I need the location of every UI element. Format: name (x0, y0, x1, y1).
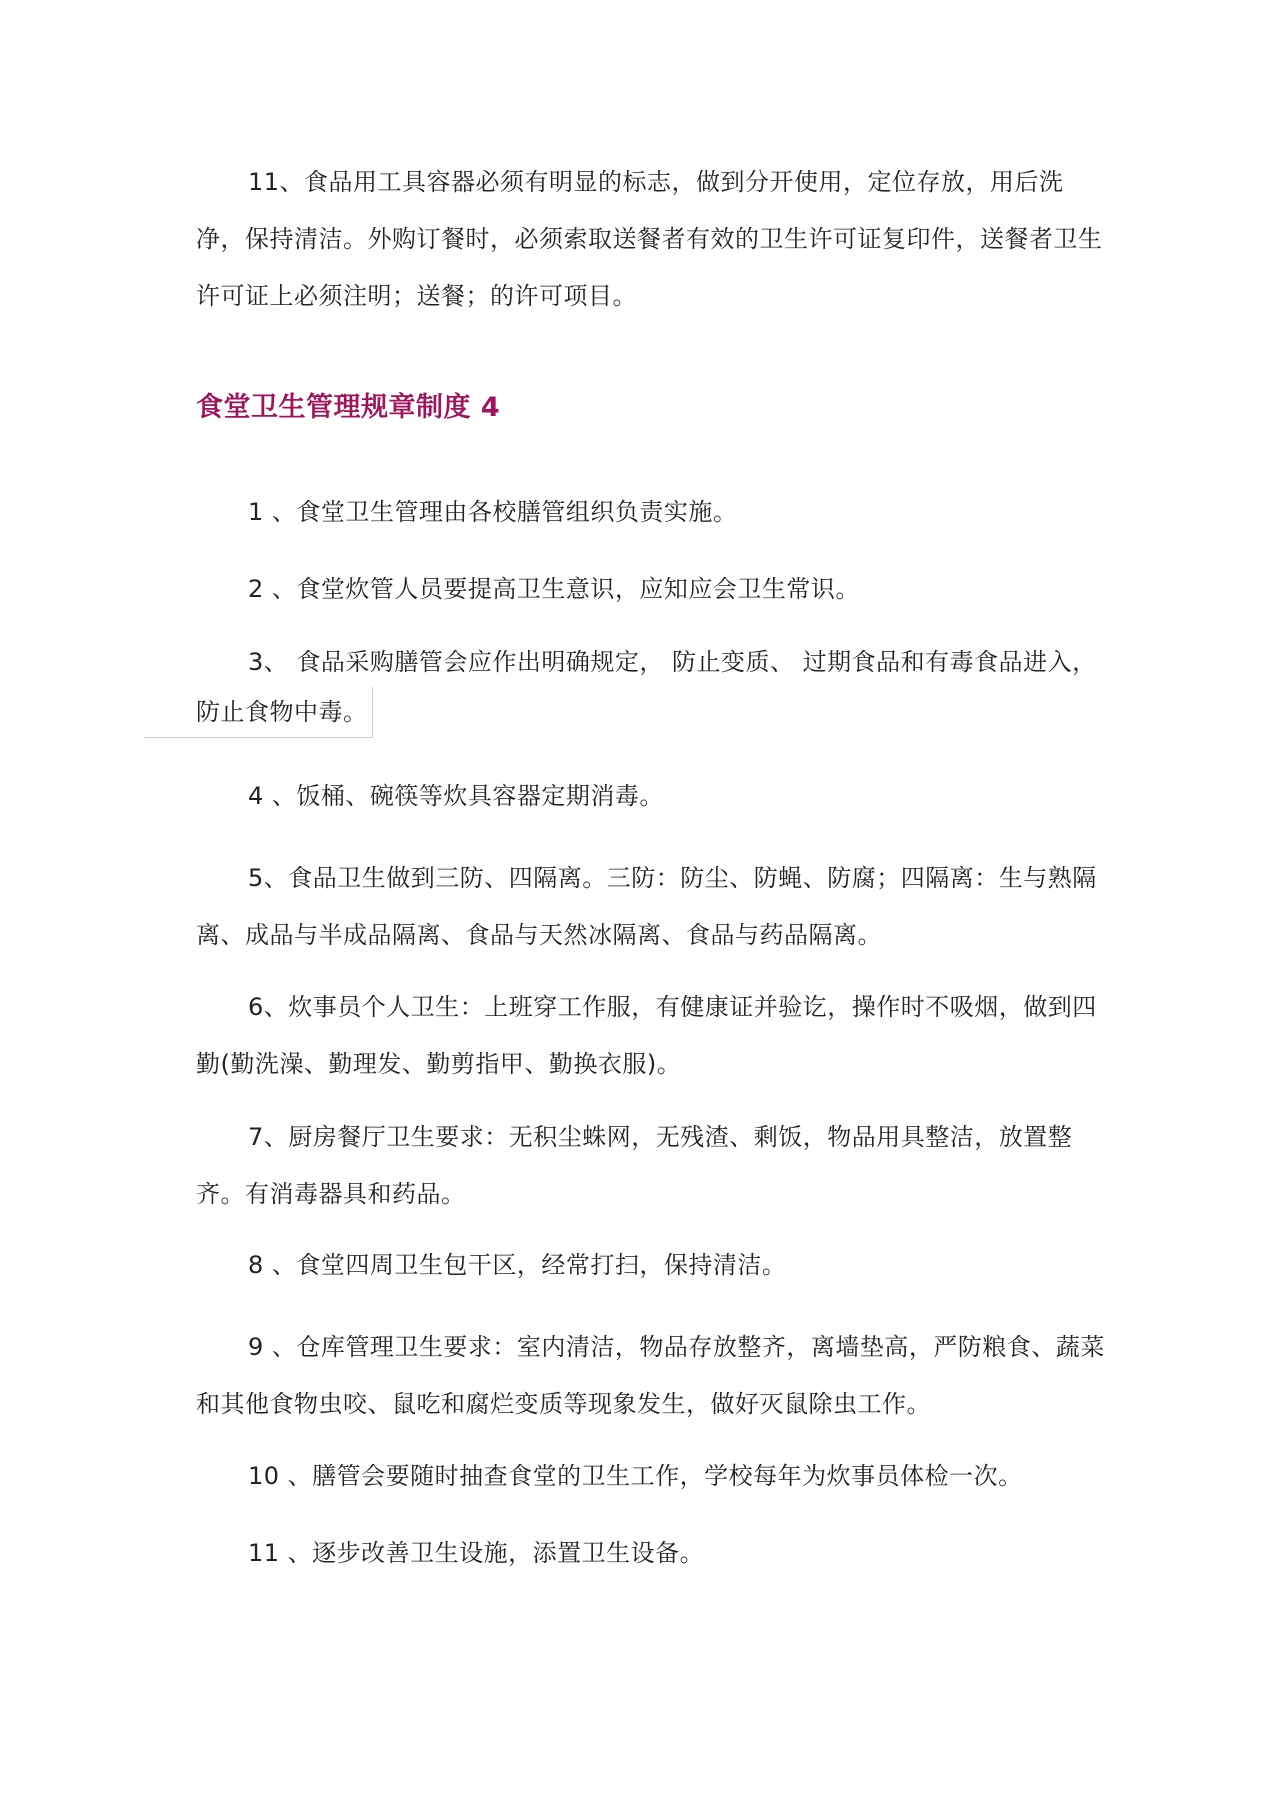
rule-3-line-2: 防止食物中毒。 (144, 687, 373, 738)
intro-paragraph: 11、食品用工具容器必须有明显的标志，做到分开使用，定位存放，用后洗净，保持清洁。外购订餐时，必须索取送餐者有效的卫生许可证复印件，送餐者卫生许可证上必须注明；送餐；的许可项目。 (196, 168, 1103, 310)
rule-11: 11 、逐步改善卫生设施，添置卫生设备。 (248, 1539, 705, 1567)
rule-3 (196, 637, 1106, 738)
rule-1: 1 、食堂卫生管理由各校膳管组织负责实施。 (248, 498, 738, 526)
rule-3-line-1: 3、 食品采购膳管会应作出明确规定， 防止变质、 过期食品和有毒食品进入， (248, 648, 1097, 676)
section-title: 食堂卫生管理规章制度 4 (196, 392, 501, 423)
rule-9: 9 、仓库管理卫生要求：室内清洁，物品存放整齐，离墙垫高，严防粮食、蔬菜和其他食物虫咬、鼠吃和腐烂变质等现象发生，做好灭鼠除虫工作。 (196, 1333, 1105, 1418)
rule-5: 5、食品卫生做到三防、四隔离。三防：防尘、防蝇、防腐；四隔离：生与熟隔离、成品与半成品隔离、食品与天然冰隔离、食品与药品隔离。 (196, 864, 1097, 949)
rule-4: 4 、饭桶、碗筷等炊具容器定期消毒。 (248, 782, 664, 810)
rule-6: 6、炊事员个人卫生：上班穿工作服，有健康证并验讫，操作时不吸烟，做到四勤(勤洗澡、勤理发、勤剪指甲、勤换衣服)。 (196, 993, 1097, 1078)
rule-7: 7、厨房餐厅卫生要求：无积尘蛛网，无残渣、剩饭，物品用具整洁，放置整齐。有消毒器具和药品。 (196, 1123, 1073, 1208)
rule-8: 8 、食堂四周卫生包干区，经常打扫，保持清洁。 (248, 1251, 787, 1279)
rule-2: 2 、食堂炊管人员要提高卫生意识，应知应会卫生常识。 (248, 575, 860, 603)
rule-10: 10 、膳管会要随时抽查食堂的卫生工作，学校每年为炊事员体检一次。 (248, 1462, 1023, 1490)
